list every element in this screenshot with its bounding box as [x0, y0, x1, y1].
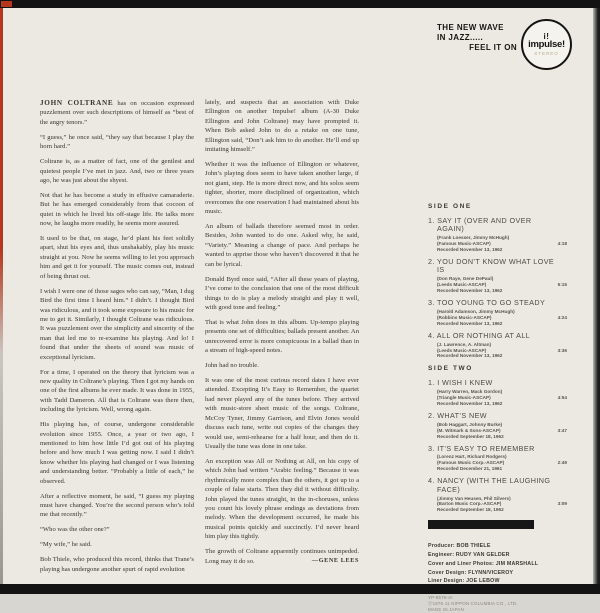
track-recorded-date: Recorded September 18, 1962: [437, 507, 504, 513]
credits-block: [428, 542, 588, 586]
impulse-logo-text: impulse!: [528, 38, 565, 50]
track-publisher: (Triangle Music-ASCAP): [437, 395, 491, 401]
track-composers: (Lorenz Hart, Richard Rodgers): [437, 454, 507, 460]
track-composers: (Bob Haggart, Johnny Burke): [437, 421, 503, 427]
credit-line: Engineer: RUDY VAN GELDER: [428, 552, 510, 559]
impulse-logo: [521, 19, 572, 70]
right-edge-shadow: [593, 0, 600, 594]
track-meta: [428, 389, 588, 407]
liner-paragraph: Bob Thiele, who produced this record, thinks that Trane’s playing has undergone another spurt of rapid evolution: [40, 556, 194, 573]
spine-red-mark: [1, 1, 12, 7]
artist-name: JOHN COLTRANE: [40, 99, 114, 107]
liner-column-1: [40, 98, 194, 572]
label-copyright: Ⓟ1976·11 NIPPON COLUMBIA CO., LTD.: [428, 601, 518, 607]
liner-paragraph-text: The growth of Coltrane apparently continues unimpeded. Long may it do so.: [205, 548, 359, 565]
track-meta: [428, 276, 588, 294]
track-composers: (Frank Loesser, Jimmy McHugh): [437, 235, 510, 241]
track-duration: 3:47: [557, 427, 567, 433]
liner-paragraph: After a reflective moment, he said, “I guess my playing must have changed. You’re the second person who’s told me that recently.”: [40, 492, 194, 519]
track-title: 3. TOO YOUNG TO GO STEADY: [428, 298, 546, 308]
left-cover-edge: [0, 8, 3, 584]
track-publisher: (Leeds Music-ASCAP): [437, 347, 487, 353]
track-recorded-date: Recorded November 13, 1962: [437, 353, 503, 359]
track-publisher: (Famous Music Corp.-ASCAP): [437, 460, 505, 466]
track-meta: [428, 454, 588, 472]
track-row: [428, 379, 588, 407]
liner-paragraph: An exception was All or Nothing at All, on his copy of which John had written “Arabic feeling.” Because it was rhythmically more complex than the others, it got up to a couple of false starts. Then they did it without difficulty. John played the tunes straight, in the in-choruses, unless you count his lovely phrase endings as deviations from melody. When the development occurred, he made his musical points quickly and succinctly. I’d never heard him play this tightly.: [205, 457, 359, 541]
liner-paragraph: It used to be that, on stage, he’d plant his feet solidly apart, shut his eyes and, thus unshakably, play his music straight at you. Now he seems willing to let you approach him and get it for yourself. The music comes out, instead of being thrust out.: [40, 235, 194, 280]
track-publisher: (Leeds Music-ASCAP): [437, 282, 487, 288]
track-title: 1. SAY IT (OVER AND OVER AGAIN): [428, 216, 532, 234]
track-meta: [428, 342, 588, 360]
track-composers: (Jimmy Van Heusen, Phil Silvers): [437, 495, 511, 501]
liner-paragraph: It was one of the most curious record dates I have ever attended. Excepting It’s Easy to Remember, the quartet had never played any of the tunes before. They arrived with music-store sheet music of the songs. Coltrane, McCoy Tyner, Jimmy Garrison, and Elvin Jones would discuss each tune, write out copies of the changes they would use, semi-rehearse for a half hour, and then do it. Usually the tune was done in one take.: [205, 376, 359, 450]
track-duration: 2:49: [557, 460, 567, 466]
track-recorded-date: Recorded November 13, 1962: [437, 320, 503, 326]
track-publisher: (Robbins Music-ASCAP): [437, 314, 492, 320]
track-recorded-date: Recorded November 13, 1962: [437, 247, 503, 253]
tagline-line-3: FEEL IT ON: [469, 43, 517, 52]
track-composers: (Harry Warren, Mack Gordon): [437, 389, 503, 395]
tagline-line-2: IN JAZZ.....: [437, 33, 484, 42]
liner-closing-paragraph: [205, 547, 359, 566]
tracklist-panel: [428, 203, 588, 613]
track-recorded-date: Recorded December 21, 1961: [437, 466, 503, 472]
track-duration: 3:09: [557, 501, 567, 507]
track-recorded-date: Recorded November 13, 1962: [437, 401, 503, 407]
side-two-heading: SIDE TWO: [428, 365, 473, 373]
track-meta: [428, 422, 588, 440]
track-duration: 5:15: [557, 282, 567, 288]
author-byline: —GENE LEES: [311, 556, 359, 564]
liner-paragraph: Coltrane is, as a matter of fact, one of the gentlest and quietest people I’ve met in jazz. And, two or three years ago, he was just about the shyest.: [40, 158, 194, 184]
liner-paragraph: That is what John does in this album. Up-tempo playing presents one set of difficulties; ballads present another. An unrecovered error is more conspicuous in a ballad than in a stream of high-speed notes.: [205, 318, 359, 355]
track-duration: 4:24: [557, 314, 567, 320]
track-composers: (Harold Adamson, Jimmy McHugh): [437, 308, 515, 314]
track-title: 1. I WISH I KNEW: [428, 378, 493, 388]
tagline: [437, 23, 517, 53]
track-composers: (J. Lawrence, A. Altman): [437, 341, 492, 347]
track-publisher: (Barton Music Corp.-ASCAP): [437, 501, 502, 507]
tagline-line-1: THE NEW WAVE: [437, 23, 504, 32]
made-in-japan-line: MADE IN JAPAN: [428, 607, 464, 613]
liner-paragraph: His playing has, of course, undergone considerable evolution since 1955. Once, a year or two ago, I mentioned to him how little I’d got out of his playing before and how much I was getting now. I said I didn’t know whether his playing had changed or I was listening and understanding better. “Probably a little of each,” he observed.: [40, 421, 194, 485]
track-meta: [428, 496, 588, 514]
liner-paragraph: lately, and suspects that an association with Duke Ellington on another Impulse! album (A-30 Duke Ellington and John Coltrane) may have prompted it. When Bob asked John to do a retake on one tune, Ellington said, “Don’t ask him to do another. He’ll end up imitating himself.”: [205, 99, 359, 154]
side-one-heading: SIDE ONE: [428, 203, 472, 210]
track-meta: [428, 235, 588, 253]
liner-paragraph: “My wife,” he said.: [40, 541, 92, 549]
impulse-exclamation-icon: i!: [543, 31, 550, 41]
liner-paragraph: “I guess,” he once said, “they say that because I play the horn hard.”: [40, 133, 194, 151]
bottom-spine-bar: [0, 584, 600, 594]
liner-paragraph: I wish I were one of those sages who can say, “Man, I dug Bird the first time I heard him.” I didn’t. I thought Bird was ridiculous, and it took some exposure to his music for me to get it. Similarly, I thought Coltrane was ridiculous. It was puzzlement over the simplicity and sincerity of the man that led me to re-examine his playing. And lo! I found that under the sheets of sound was music of exceptional lyricism.: [40, 287, 194, 361]
liner-paragraph-text: has on occasion expressed puzzlement over such descriptions of himself as “best of the angry tenors.”: [40, 100, 195, 126]
track-duration: 4:18: [557, 241, 567, 247]
track-row: [428, 299, 588, 327]
stereo-label: STEREO: [534, 51, 559, 57]
liner-notes: [40, 98, 360, 572]
track-row: [428, 477, 588, 513]
liner-paragraph: An album of ballads therefore seemed most in order. Besides, John wanted to do one. Asked why, he said, “Variety.” Meaning a change of pace. And perhaps he wanted to apprise those who haven’t discovered it that he can be lyrical.: [205, 223, 359, 268]
credit-line: Liner Design: JOE LEBOW: [428, 578, 500, 585]
track-row: [428, 258, 588, 294]
credit-line: Cover Design: FLYNN/VICEROY: [428, 569, 514, 576]
track-title: 2. YOU DON’T KNOW WHAT LOVE IS: [428, 257, 555, 275]
track-recorded-date: Recorded September 18, 1962: [437, 433, 504, 439]
track-title: 4. ALL OR NOTHING AT ALL: [428, 330, 531, 340]
track-recorded-date: Recorded November 13, 1962: [437, 288, 503, 294]
track-composers: (Don Raye, Gene DePaul): [437, 276, 494, 282]
liner-paragraph: [40, 98, 194, 127]
liner-paragraph: “Who was the other one?”: [40, 526, 110, 534]
liner-paragraph: Not that he has become a study in effusive camaraderie. But he has emerged considerably from that cocoon of quiet in which he lived his off-stage life. He talks more now, he laughs more readily, he seems more assured.: [40, 191, 194, 228]
track-row: [428, 332, 588, 360]
catalog-number: YP-8576-AI: [428, 595, 453, 601]
top-spine-bar: [0, 0, 600, 8]
track-title: 4. NANCY (WITH THE LAUGHING FACE): [428, 476, 551, 494]
liner-paragraph: Donald Byrd once said, “After all these years of playing, I’ve come to the conclusion that one of the most difficult things to do is play a melody straight and play it well, with good tone and feeling.”: [205, 275, 359, 311]
liner-paragraph: Whether it was the influence of Ellington or whatever, John’s playing does seem to have taken another large, if not giant, step. He is more direct now, and his solos seem tighter, shorter, more disciplined of organization, which overcomes the one reservation I had maintained about his music.: [205, 161, 359, 216]
credit-line: Producer: BOB THIELE: [428, 543, 491, 550]
liner-paragraph: John had no trouble.: [205, 362, 259, 370]
fine-print-block: [428, 595, 588, 613]
track-publisher: (M. Witmark & Sons-ASCAP): [437, 427, 501, 433]
track-duration: 3:36: [557, 347, 567, 353]
track-title: 2. WHAT’S NEW: [428, 410, 487, 420]
track-title: 3. IT’S EASY TO REMEMBER: [428, 443, 535, 453]
track-publisher: (Famous Music-ASCAP): [437, 241, 491, 247]
track-row: [428, 217, 588, 253]
divider-bar: [428, 520, 534, 529]
track-meta: [428, 309, 588, 327]
liner-paragraph: For a time, I operated on the theory that lyricism was a new quality in Coltrane’s playing. Then I got my hands on one of the first albums he ever made. It was done in 1955, with Tadd Dameron. All that is Coltrane was there then, including the lyricism. Well, wrong again.: [40, 368, 194, 414]
track-row: [428, 412, 588, 440]
liner-column-2: [205, 98, 359, 572]
track-duration: 4:54: [557, 395, 567, 401]
credit-line: Cover and Liner Photos: JIM MARSHALL: [428, 560, 539, 567]
track-row: [428, 445, 588, 473]
